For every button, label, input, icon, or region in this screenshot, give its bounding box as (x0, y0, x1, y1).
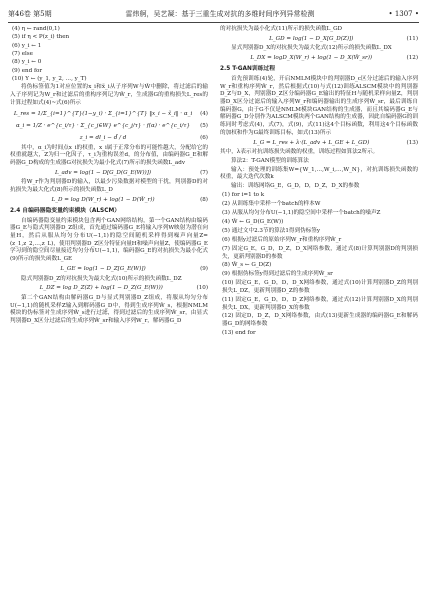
equation-10 (10, 285, 208, 293)
alg-line: (6) y_i ← 1 (12, 42, 42, 49)
alg-line: (6) 根据y过滤后的原始序列W_r和重构序列W̃_r (222, 237, 342, 244)
equation-body: L_D = log D(W_r) + log(1 − D(W̃_r)) (51, 196, 155, 203)
equation-body: z_i = dl_i − d̄ / d (79, 134, 127, 141)
equation-number: (12) (406, 55, 418, 62)
equation-number: (13) (406, 139, 418, 146)
page-number: • 1307 • (388, 10, 419, 19)
paragraph: 将W_r作为判别器D的输入，以最少污染数据对模型的干扰，判别器D的对抗损失为最大化式(8)所示的损失函数L_D (10, 179, 208, 194)
equation-12 (220, 55, 418, 63)
equation-body: L_DZ = log D_Z(Z) + log(1 − D_Z(G_E(W))) (39, 285, 163, 292)
equation-11 (220, 36, 418, 44)
paragraph: 其中，α_i为时间点x_i的权重，x_i属于正常分布的可能性越大，分配给它的权重就越大，Z为归一化因子，τ_i为重构误差d，的分布值，由编码器G_E和解码器G_D构成的生成器G对抗损失为最小化式(7)所示的损失函数L_adv (10, 144, 208, 166)
left-column (10, 26, 208, 327)
paragraph: 其中，λ表示对抗训练损失函数的权重，训练过程如算法2所示。 (220, 149, 379, 156)
equation-body: L_GD = log(1 − D_X[G_D(Z)]) (269, 35, 354, 42)
alg-line: (10) 固定G_E，G_D，D，D_X网络参数，通过式(10)计算判别器D_Z的判别损失L_DZ，更新判别器D_Z的参数 (222, 280, 418, 295)
paragraph: 将伪标签值为1对应位置的x_i和x̃_i从子序列W与W̃中删除，将过滤后的输入子序列记为W_r和过滤后的重构序列记为W̃_r，生成器G的重构损失L_res的计算过程如式(4)~式(6)所示 (10, 84, 208, 106)
equation-4 (10, 111, 208, 119)
alg-line: (4) η ← rand(0,1) (12, 26, 60, 32)
equation-number: (10) (196, 285, 208, 292)
paragraph: 首先预训练(4)轮，开启NMLM模块中的判别器D_c区分过滤后的输入序列W_r和重构序列W̃_r，然后根据式(10)与式(12)训练ALSCM模块中的判别器D_Z与D_X，判别器D_Z区分编码器G_E输出的特征H与随机采样向量Z，判别器D_X区分过滤后的输入序列W_r和编码器输出的生成序列W̃_sr，最后训练自编码器G，由于G不仅是NMLM模块GAN结构的生成器，而且其编码器G_E与解码器G_D分别作为ALSCM模块两个GAN结构的生成器，因此自编码器G的训练同时考虑式(4)，式(7)，式(9)，式(11)这4个目标函数，利用这4个目标函数的加权和作为G最终训练目标，如式(13)所示 (220, 75, 418, 136)
algorithm2-steps (220, 192, 418, 338)
volume-issue: 第46卷 第5期 (8, 10, 52, 19)
equation-body: L_DX = logD_X(W_r) + log(1 − D_X(W̃_sr)) (250, 55, 373, 62)
equation-body: L_G = L_res + λ·(L_adv + L_GE + L_GD) (253, 139, 370, 146)
alg-line: (5) 通过文中2.3节的算法1得到伪标签y (222, 227, 321, 234)
paragraph: 隐式判别器D_Z的对抗损失为最大化式(10)所示的损失函数L_DZ (21, 275, 182, 282)
equation-5 (10, 123, 208, 131)
algorithm1-tail (10, 26, 208, 84)
alg-line: (9) 根据伪标签y得到过滤后的生成序列W̃_sr (222, 271, 333, 278)
equation-body: α_i = 1/Z · e^{c_i/τ} · Σ_{c_j∈W} e^{c_j/τ} · f(α) · e^{c_i/τ} (15, 123, 191, 130)
paragraph: 第二个GAN结构由解码器G_D与显式判别器D_Z组成，将服从均匀分布U(−1,1)的随机采样Z输入到解码器G_D中，得到生成序列W̃_s，根据NMLM模块的伪标签对生成序列W̃_s进行过滤，得到过滤后的生成序列W̃_sr，由显式判别器D_X区分过滤后的生成序列W̃_sr和输入序列W_r，解码器G_D (10, 294, 208, 325)
right-column (220, 26, 418, 339)
paragraph: 的对抗损失为最小化式(11)所示的损失函数L_GD (220, 26, 343, 32)
equation-body: L_adv = log(1 − D[G_D(G_E(W))]) (54, 169, 152, 176)
running-title: 雷炜舸，吴艺凝：基于三重生成对抗的多维时间序列异常检测 (125, 10, 315, 19)
paragraph: 显式判别器D_X的对抗损失为最大化式(12)所示的损失函数L_DX (231, 45, 392, 52)
alg-line: (8) y_i ← 0 (12, 59, 42, 66)
equation-13 (220, 140, 418, 148)
alg-line: (4) W̃ ← G_D(G_E(W)) (222, 218, 284, 225)
alg-line: (1) for i=1 to k (222, 191, 265, 198)
alg-line: (9) end for (12, 67, 43, 74)
alg-line: (7) 固定G_E，G_D，D_Z，D_X网络参数，通过式(8)计算判别器D的判别损失，更新判别器D的参数 (222, 245, 418, 260)
alg-line: (13) end for (222, 329, 256, 336)
equation-6 (10, 135, 208, 143)
algorithm-title: 算法2：T-GAN模型的训练算法 (231, 158, 309, 165)
equation-number: (7) (200, 169, 208, 176)
alg-line: (3) 从服从均匀分布U(−1,1)的隐空间中采样一个batch的噪声Z (222, 210, 381, 217)
equation-number: (9) (200, 265, 208, 272)
equation-8 (10, 197, 208, 205)
equation-body: L_GE = log(1 − D_Z[G_E(W)]) (60, 265, 146, 272)
alg-line: (12) 固定D，D_Z，D_X网络参数，由式(13)更新生成器的编码器G_E和解码器G_D的网络参数 (222, 313, 418, 328)
equation-number: (4) (200, 111, 208, 118)
section-heading-2-4: 2.4 自编码器隐变量约束模块（ALSCM） (10, 207, 121, 214)
algorithm-output: 输出：训练网络G_E，G_D，D，D_Z，D_X的参数 (231, 183, 360, 190)
algorithm-input: 输入：预处理的训练集W={W_1,…,W_i,…,W_N}，对抗训练损失函数的权重，最大迭代次数k (220, 166, 418, 181)
paragraph: 自编码器隐变量约束模块包含两个GAN网络结构，第一个GAN结构由编码器G_E与隐式判别器D_Z组成，首先通过编码器G_E将输入序列W映射为潜在向量H，然后从服从均匀分布U(−1,1)的隐空间随机采样得到噪声向量Z=(z_1,z_2,…,z_L)，使用判别器D_Z区分特征向量H和噪声向量Z，使编码器G_E学习到的隐空间尽量接近均匀分布U(−1,1)，编码器G_E的对抗损失为最小化式(9)所示的损失函数L_GE (10, 217, 208, 263)
equation-number: (6) (200, 134, 208, 141)
alg-line: (10) Y ← (y_1, y_2, …, y_T) (12, 75, 87, 82)
equation-7 (10, 170, 208, 178)
equation-number: (5) (200, 123, 208, 130)
section-heading-2-5: 2.5 T-GAN训练过程 (220, 65, 276, 72)
equation-9 (10, 266, 208, 274)
equation-number: (8) (200, 196, 208, 203)
alg-line: (2) 从训练集中采样一个batch的样本W (222, 201, 321, 208)
equation-number: (11) (406, 35, 418, 42)
alg-line: (5) if η < P(z_i) then (12, 34, 70, 41)
running-header (8, 6, 419, 23)
alg-line: (7) else (12, 50, 33, 57)
alg-line: (8) W̃_s ← G_D(Z) (222, 262, 272, 269)
equation-body: L_res = 1/Σ_{i=1}^{T}(1−y_i) · Σ_{i=1}^{T} ‖x_i − x̃_i‖ · α_i (13, 111, 193, 118)
alg-line: (11) 固定G_E，G_D，D，D_Z网络参数，通过式(12)计算判别器D_X的判别损失L_DX，更新判别器D_X的参数 (222, 296, 418, 311)
